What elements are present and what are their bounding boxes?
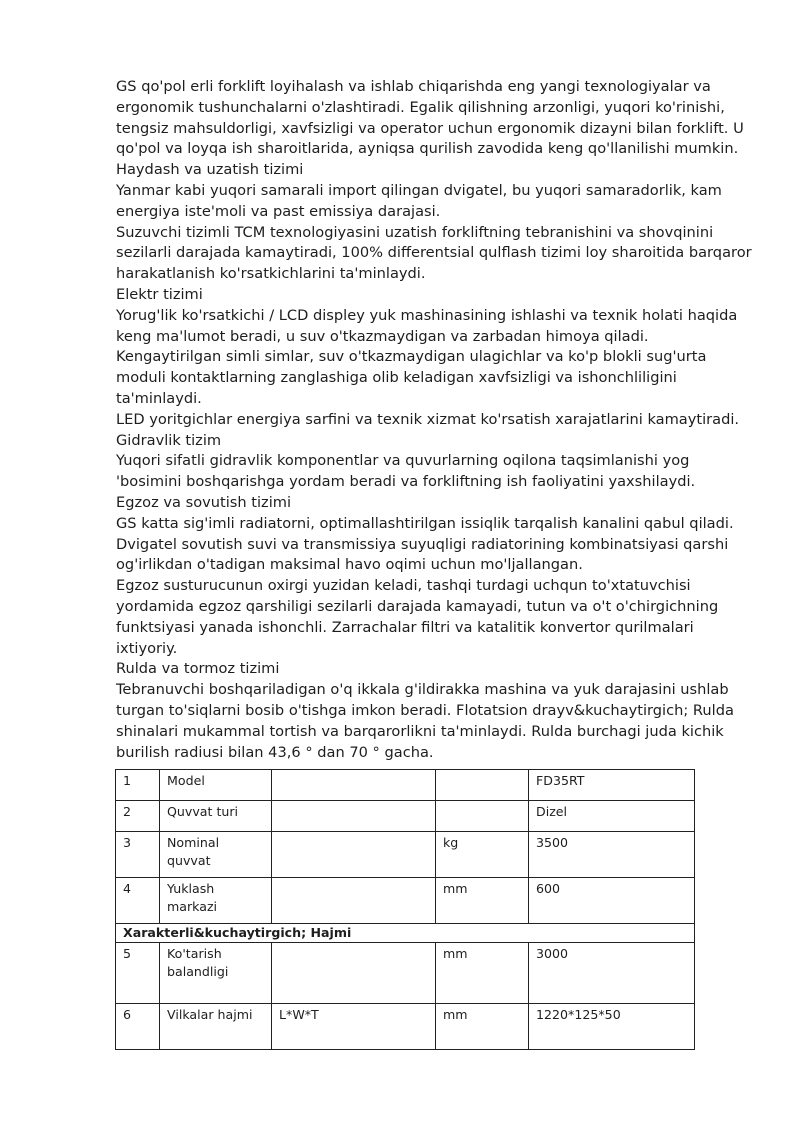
param-value: FD35RT — [529, 770, 695, 801]
param-extra — [272, 943, 436, 1004]
paragraph-intro: GS qo'pol erli forklift loyihalash va ishlab chiqarishda eng yangi texnologiyalar va ergonomik tushunchalarni o'zlashtiradi. Egalik qilishning arzonligi, yuqori ko'rinishi, tengsiz mahsuldorligi, xavfsizligi va operator uchun ergonomik dizayni bilan forklift. U qo'pol va loyqa ish sharoitlarida, ayniqsa qurilish zavodida keng qo'llanilishi mumkin. — [116, 78, 744, 158]
body-text — [116, 77, 756, 763]
specification-table — [115, 769, 695, 1050]
row-number: 6 — [116, 1004, 160, 1050]
param-unit: mm — [436, 878, 529, 924]
paragraph-transmission: Suzuvchi tizimli TCM texnologiyasini uzatish forkliftning tebranishini va shovqinini sezilarli darajada kamaytiradi, 100% differentsial qulflash tizimi loy sharoitida barqaror harakatlanish ko'rsatkichlarini ta'minlaydi. — [116, 223, 752, 283]
param-name: Yuklash markazi — [160, 878, 272, 924]
param-extra — [272, 770, 436, 801]
row-number: 3 — [116, 832, 160, 878]
param-unit: mm — [436, 943, 529, 1004]
param-unit: kg — [436, 832, 529, 878]
param-name: Nominal quvvat — [160, 832, 272, 878]
paragraph-radiator: GS katta sig'imli radiatorni, optimallashtirilgan issiqlik tarqalish kanalini qabul qiladi. Dvigatel sovutish suvi va transmissiya suyuqligi radiatorining kombinatsiyasi qarshi og'irlikdan o'tadigan maksimal havo oqimi uchun mo'ljallangan. — [116, 514, 734, 574]
table-section-row — [116, 924, 695, 943]
row-number: 2 — [116, 801, 160, 832]
paragraph-engine: Yanmar kabi yuqori samarali import qilingan dvigatel, bu yuqori samaradorlik, kam energiya iste'moli va past emissiya darajasi. — [116, 181, 722, 220]
paragraph-hydraulic: Yuqori sifatli gidravlik komponentlar va quvurlarning oqilona taqsimlanishi yog 'bosimini boshqarishga yordam beradi va forkliftning ish faoliyatini yaxshilaydi. — [116, 452, 696, 491]
row-number: 5 — [116, 943, 160, 1004]
param-unit: mm — [436, 1004, 529, 1050]
param-value: 3500 — [529, 832, 695, 878]
param-unit — [436, 770, 529, 801]
table-row — [116, 801, 695, 832]
paragraph-display: Yorug'lik ko'rsatkichi / LCD displey yuk mashinasining ishlashi va texnik holati haqida keng ma'lumot beradi, u suv o'tkazmaydigan va zarbadan himoya qiladi. — [116, 306, 738, 345]
param-name: Model — [160, 770, 272, 801]
param-extra — [272, 832, 436, 878]
param-value: 3000 — [529, 943, 695, 1004]
heading-exhaust-cooling: Egzoz va sovutish tizimi — [116, 493, 292, 511]
table-row — [116, 770, 695, 801]
paragraph-wiring: Kengaytirilgan simli simlar, suv o'tkazmaydigan ulagichlar va ko'p blokli sug'urta moduli kontaktlarning zanglashiga olib keladigan xavfsizligi va ishonchliligini ta'minlaydi. — [116, 348, 707, 407]
param-name: Quvvat turi — [160, 801, 272, 832]
table-row — [116, 832, 695, 878]
param-value: Dizel — [529, 801, 695, 832]
table-row — [116, 878, 695, 924]
row-number: 1 — [116, 770, 160, 801]
table-row — [116, 943, 695, 1004]
heading-steering-brake: Rulda va tormoz tizimi — [116, 660, 280, 678]
row-number: 4 — [116, 878, 160, 924]
section-heading: Xarakterli&kuchaytirgich; Hajmi — [116, 924, 695, 943]
paragraph-exhaust: Egzoz susturucunun oxirgi yuzidan keladi, tashqi turdagi uchqun to'xtatuvchisi yordamida egzoz qarshiligi sezilarli darajada kamayadi, tutun va o't o'chirgichning funktsiyasi yanada ishonchli. Zarrachalar filtri va katalitik konvertor qurilmalari ixtiyoriy. — [116, 577, 719, 657]
paragraph-steering: Tebranuvchi boshqariladigan o'q ikkala g'ildirakka mashina va yuk darajasini ushlab turgan to'siqlarni bosib o'tishga imkon beradi. Flotatsion drayv&kuchaytirgich; Rulda shinalari mukammal tortish va barqarorlikni ta'minlaydi. Rulda burchagi juda kichik burilish radiusi bilan 43,6 ° dan 70 ° gacha. — [116, 681, 734, 761]
param-extra — [272, 878, 436, 924]
param-name: Ko'tarish balandligi — [160, 943, 272, 1004]
param-name: Vilkalar hajmi — [160, 1004, 272, 1050]
param-extra — [272, 801, 436, 832]
paragraph-led: LED yoritgichlar energiya sarfini va texnik xizmat ko'rsatish xarajatlarini kamaytiradi. — [116, 410, 740, 428]
table-row — [116, 1004, 695, 1050]
heading-hydraulic-system: Gidravlik tizim — [116, 431, 222, 449]
heading-drive-transmission: Haydash va uzatish tizimi — [116, 161, 304, 179]
heading-electric-system: Elektr tizimi — [116, 285, 203, 303]
param-extra: L*W*T — [272, 1004, 436, 1050]
param-value: 1220*125*50 — [529, 1004, 695, 1050]
param-value: 600 — [529, 878, 695, 924]
param-unit — [436, 801, 529, 832]
